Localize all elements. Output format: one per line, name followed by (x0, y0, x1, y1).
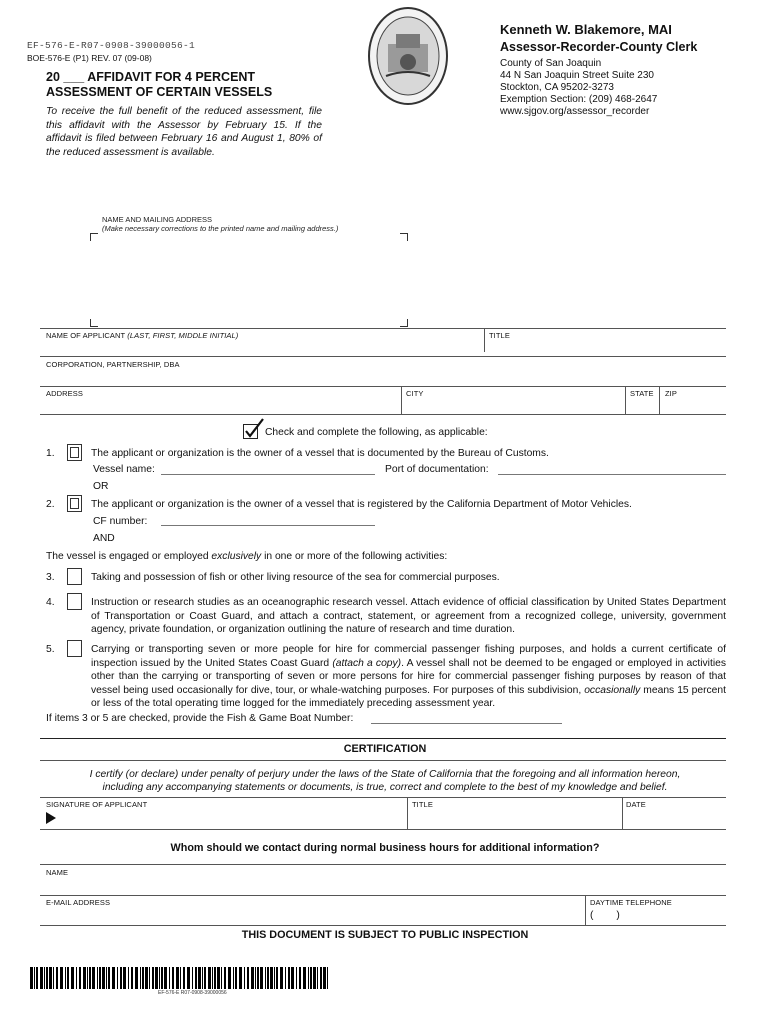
port-input[interactable] (498, 474, 726, 475)
mailing-label: NAME AND MAILING ADDRESS (102, 215, 213, 224)
activities-post: in one or more of the following activities: (261, 551, 448, 562)
mailing-note: (Make necessary corrections to the printed name and mailing address.) (102, 224, 339, 233)
fish-game-input[interactable] (371, 723, 562, 724)
form-code: EF-576-E-R07-0908-39000056-1 (27, 40, 196, 51)
corporation-label: CORPORATION, PARTNERSHIP, DBA (46, 360, 180, 369)
contact-question: Whom should we contact during normal business hours for additional information? (170, 842, 600, 854)
signature-label: SIGNATURE OF APPLICANT (46, 800, 148, 809)
checklist-instruction: Check and complete the following, as applicable: (265, 427, 488, 438)
date-input[interactable] (626, 809, 724, 827)
public-inspection-notice: THIS DOCUMENT IS SUBJECT TO PUBLIC INSPECTION (241, 929, 529, 941)
email-input[interactable] (44, 908, 580, 924)
signature-input[interactable] (60, 809, 402, 827)
item5-text-a: Carrying or transporting seven or more people for hire for commercial passenger fishing purposes, and holds a current certificate of inspection issued by the United States Coast Guard (91, 644, 726, 669)
state-input[interactable] (629, 399, 655, 412)
filing-instructions: To receive the full benefit of the reduced assessment, file this affidavit with the Assessor by February 15. If the affidavit is filed between February 16 and August 1, 80% of the reduced assessment is available. (46, 106, 322, 159)
certification-text: I certify (or declare) under penalty of perjury under the laws of the State of California that the foregoing and all information hereon, including any accompanying statements or documents, is true, correct and complete to the best of my knowledge and belief. (89, 769, 681, 793)
item2-text: The applicant or organization is the owner of a vessel that is registered by the California Department of Motor Vehicles. (91, 499, 632, 510)
assessor-role: Assessor-Recorder-County Clerk (500, 40, 698, 54)
cert-title-input[interactable] (411, 809, 618, 827)
applicant-name-text: NAME OF APPLICANT (46, 331, 126, 340)
corporation-input[interactable] (44, 369, 724, 382)
vessel-name-input[interactable] (161, 474, 375, 475)
assessor-city: Stockton, CA 95202-3273 (500, 82, 614, 93)
vessel-name-label: Vessel name: (93, 464, 155, 475)
certification-heading: CERTIFICATION (343, 743, 427, 755)
item5-text (91, 643, 726, 711)
checkmark-icon (243, 418, 265, 440)
city-label: CITY (406, 389, 424, 398)
and-label: AND (93, 533, 115, 544)
item1-text: The applicant or organization is the owner of a vessel that is documented by the Bureau of Customs. (91, 448, 549, 459)
item4-checkbox[interactable] (67, 593, 82, 610)
state-label: STATE (630, 389, 654, 398)
item3-number: 3. (46, 572, 55, 583)
cf-number-input[interactable] (161, 525, 375, 526)
form-title-line2: ASSESSMENT OF CERTAIN VESSELS (46, 85, 273, 99)
item3-checkbox[interactable] (67, 568, 82, 585)
item5-text-b: . A vessel shall not be deemed to be engaged or employed in activities other than the carrying or transporting of seven or more persons for hire for commercial passenger fishing purposes by reason of that vessel being used occasionally for dive, tour, or whale-watching purposes. For purposes of this subdivision, (91, 657, 726, 696)
mailing-corner-bl (90, 319, 98, 327)
assessor-street: 44 N San Joaquin Street Suite 230 (500, 70, 654, 81)
assessor-county: County of San Joaquin (500, 58, 602, 69)
county-seal-icon (366, 4, 450, 108)
form-revision: BOE-576-E (P1) REV. 07 (09-08) (27, 53, 152, 63)
applicant-name-note: (LAST, FIRST, MIDDLE INITIAL) (127, 331, 239, 340)
address-label: ADDRESS (46, 389, 83, 398)
item1-checkbox[interactable] (67, 444, 82, 461)
item1-number: 1. (46, 448, 55, 459)
item5-number: 5. (46, 644, 55, 655)
email-label: E-MAIL ADDRESS (46, 898, 111, 907)
cf-number-label: CF number: (93, 516, 148, 527)
port-label: Port of documentation: (385, 464, 489, 475)
barcode-icon (30, 967, 330, 989)
zip-label: ZIP (665, 389, 677, 398)
form-title-line1: 20 ___ AFFIDAVIT FOR 4 PERCENT (46, 70, 256, 84)
activities-pre: The vessel is engaged or employed (46, 551, 212, 562)
mailing-corner-br (400, 319, 408, 327)
item2-checkbox[interactable] (67, 495, 82, 512)
item5-attach-note: (attach a copy) (332, 657, 402, 669)
activities-emphasis: exclusively (211, 551, 262, 562)
contact-name-label: NAME (46, 868, 69, 877)
item4-number: 4. (46, 597, 55, 608)
or-label: OR (93, 481, 109, 492)
barcode (30, 967, 330, 989)
mailing-corner-tr (400, 233, 408, 241)
activities-intro (46, 550, 447, 564)
signature-arrow-icon (46, 812, 56, 824)
item5-occasionally: occasionally (584, 684, 641, 696)
barcode-text: EF-576-E R07-0908-39000056 (158, 990, 227, 996)
applicant-name-label (46, 331, 238, 340)
item2-number: 2. (46, 499, 55, 510)
assessor-website[interactable]: www.sjgov.org/assessor_recorder (500, 106, 650, 117)
item5-checkbox[interactable] (67, 640, 82, 657)
address-input[interactable] (44, 399, 396, 412)
applicant-title-input[interactable] (488, 340, 724, 352)
applicant-name-input[interactable] (44, 340, 480, 352)
assessor-name: Kenneth W. Blakemore, MAI (500, 22, 672, 37)
item4-text: Instruction or research studies as an oceanographic research vessel. Attach evidence of official classification by United States Department of Transportation or Coast Guard, and attach a contract, statement, or agreement from a recognized college, university, government agency, private foundation, or organization outlining the nature of research and time duration. (91, 597, 726, 635)
assessor-phone: Exemption Section: (209) 468-2647 (500, 94, 658, 105)
zip-input[interactable] (663, 399, 723, 412)
item3-text: Taking and possession of fish or other living resource of the sea for commercial purposes. (91, 572, 500, 583)
mailing-corner-tl (90, 233, 98, 241)
daytime-phone-input[interactable]: ( ) (590, 910, 620, 921)
applicant-title-label: TITLE (489, 331, 510, 340)
county-seal (366, 4, 450, 108)
contact-name-input[interactable] (44, 877, 724, 893)
cert-title-label: TITLE (412, 800, 433, 809)
daytime-phone-label: DAYTIME TELEPHONE (590, 898, 672, 907)
fish-game-label: If items 3 or 5 are checked, provide the Fish & Game Boat Number: (46, 713, 354, 724)
city-input[interactable] (405, 399, 621, 412)
item5-text-c: means 15 percent or less of the total operating time logged for the immediately preceding assessment year. (91, 684, 726, 709)
date-label: DATE (626, 800, 646, 809)
